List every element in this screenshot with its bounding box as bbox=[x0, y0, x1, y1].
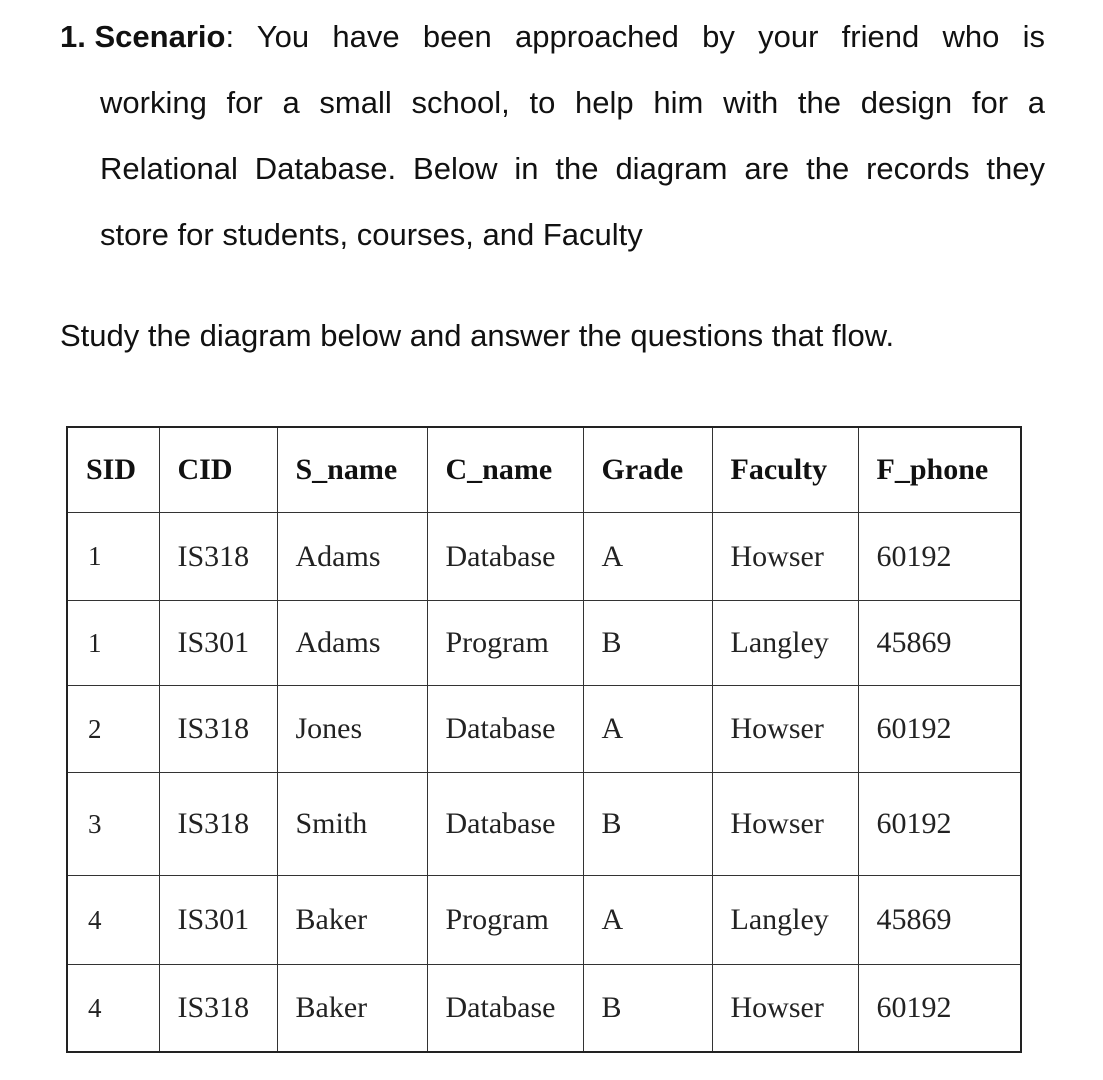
question-number: 1. bbox=[60, 19, 86, 54]
cell-f-phone: 60192 bbox=[858, 513, 1021, 601]
cell-faculty: Howser bbox=[712, 965, 858, 1053]
table-row bbox=[67, 513, 1021, 601]
scenario-line-3 bbox=[60, 136, 1045, 202]
cell-s-name: Adams bbox=[277, 601, 427, 686]
header-cid: CID bbox=[159, 427, 277, 513]
scenario-line-4-text: store for students, courses, and Faculty bbox=[100, 217, 643, 252]
cell-s-name: Baker bbox=[277, 876, 427, 965]
header-s-name: S_name bbox=[277, 427, 427, 513]
cell-grade: B bbox=[583, 965, 712, 1053]
cell-cid: IS318 bbox=[159, 686, 277, 773]
cell-c-name: Database bbox=[427, 773, 583, 876]
scenario-paragraph bbox=[60, 4, 1045, 268]
table-row bbox=[67, 686, 1021, 773]
header-grade: Grade bbox=[583, 427, 712, 513]
scenario-line-2 bbox=[60, 70, 1045, 136]
cell-cid: IS318 bbox=[159, 965, 277, 1053]
cell-faculty: Langley bbox=[712, 601, 858, 686]
cell-c-name: Database bbox=[427, 513, 583, 601]
cell-f-phone: 60192 bbox=[858, 965, 1021, 1053]
cell-f-phone: 45869 bbox=[858, 601, 1021, 686]
scenario-line-1-text: : You have been approached by your friend who is bbox=[225, 19, 1045, 54]
header-faculty: Faculty bbox=[712, 427, 858, 513]
cell-sid: 3 bbox=[67, 773, 159, 876]
cell-c-name: Database bbox=[427, 965, 583, 1053]
cell-s-name: Smith bbox=[277, 773, 427, 876]
header-c-name: C_name bbox=[427, 427, 583, 513]
cell-grade: A bbox=[583, 513, 712, 601]
cell-s-name: Baker bbox=[277, 965, 427, 1053]
scenario-line-3-text: Relational Database. Below in the diagram are the records they bbox=[100, 151, 1045, 186]
records-table bbox=[66, 426, 1022, 1053]
cell-grade: A bbox=[583, 686, 712, 773]
scenario-label: Scenario bbox=[94, 19, 226, 54]
cell-grade: B bbox=[583, 601, 712, 686]
cell-cid: IS318 bbox=[159, 773, 277, 876]
cell-f-phone: 60192 bbox=[858, 686, 1021, 773]
cell-sid: 4 bbox=[67, 965, 159, 1053]
cell-s-name: Jones bbox=[277, 686, 427, 773]
header-f-phone: F_phone bbox=[858, 427, 1021, 513]
cell-cid: IS301 bbox=[159, 876, 277, 965]
table-row bbox=[67, 876, 1021, 965]
cell-sid: 1 bbox=[67, 601, 159, 686]
cell-grade: B bbox=[583, 773, 712, 876]
cell-faculty: Howser bbox=[712, 686, 858, 773]
table-row bbox=[67, 773, 1021, 876]
cell-cid: IS301 bbox=[159, 601, 277, 686]
table-row bbox=[67, 601, 1021, 686]
cell-cid: IS318 bbox=[159, 513, 277, 601]
cell-c-name: Database bbox=[427, 686, 583, 773]
header-sid: SID bbox=[67, 427, 159, 513]
cell-faculty: Howser bbox=[712, 773, 858, 876]
cell-f-phone: 60192 bbox=[858, 773, 1021, 876]
cell-s-name: Adams bbox=[277, 513, 427, 601]
cell-faculty: Langley bbox=[712, 876, 858, 965]
cell-faculty: Howser bbox=[712, 513, 858, 601]
cell-sid: 1 bbox=[67, 513, 159, 601]
cell-sid: 4 bbox=[67, 876, 159, 965]
cell-c-name: Program bbox=[427, 876, 583, 965]
cell-grade: A bbox=[583, 876, 712, 965]
scenario-line-2-text: working for a small school, to help him with the design for a bbox=[100, 85, 1045, 120]
scenario-line-1 bbox=[60, 4, 1045, 70]
scenario-line-4 bbox=[60, 202, 1045, 268]
cell-c-name: Program bbox=[427, 601, 583, 686]
table-row bbox=[67, 965, 1021, 1053]
table-header-row bbox=[67, 427, 1021, 513]
instruction-text: Study the diagram below and answer the questions that flow. bbox=[60, 318, 895, 353]
cell-f-phone: 45869 bbox=[858, 876, 1021, 965]
cell-sid: 2 bbox=[67, 686, 159, 773]
